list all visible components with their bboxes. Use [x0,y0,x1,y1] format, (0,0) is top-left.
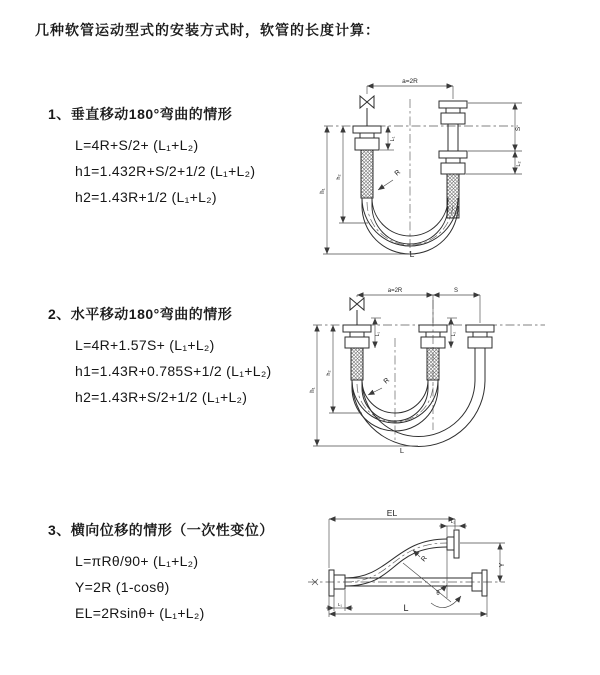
formula-line: h1=1.432R+S/2+1/2 (L₁+L₂) [75,163,256,179]
dim-end2-label: L₂ [516,161,522,167]
length-label: L [399,446,405,455]
dim-width-label: a=2R [402,78,418,85]
dim-h2-label: h₂ [336,174,342,180]
length-label: L [403,603,409,613]
angle-label: θ [436,591,440,597]
left-flange-fitting [343,325,371,380]
radius-label: R [420,554,429,564]
diagram-horizontal-180-bend [305,278,555,463]
radius-label: R [382,376,392,386]
hose-u-bends [352,380,485,447]
centerlines [308,579,505,585]
dim-end1-label: L₁ [390,136,396,142]
valve-icon [360,96,374,126]
radius-label: R [393,168,403,178]
length-label: L [409,249,415,258]
section-heading: 3、横向位移的情形（一次性变位） [48,522,274,538]
dim-span-label: EL [386,508,398,518]
formula-line: h2=1.43R+S/2+1/2 (L₁+L₂) [75,389,248,405]
dim-stroke-label: S [453,288,459,294]
dim-end2-label: L₂ [451,331,457,337]
dimensions [320,78,522,258]
diagram-vertical-180-bend [310,73,550,263]
section-heading: 2、水平移动180°弯曲的情形 [48,306,233,322]
formula-line: Y=2R (1-cosθ) [75,579,170,595]
formula-line: L=4R+S/2+ (L₁+L₂) [75,137,199,153]
displaced-hose-s-curve [345,539,447,586]
valve-icon [350,298,364,325]
section-lateral-displacement [48,520,274,626]
right-flange-fitting [439,101,467,218]
formula-line: L=4R+1.57S+ (L₁+L₂) [75,337,215,353]
dim-end1-label: L₁ [375,331,381,337]
left-flange-fitting [329,570,345,596]
dim-width-label: a=2R [387,288,403,294]
dim-h2-label: h₂ [326,370,332,376]
dim-end2-label: L₂ [450,519,456,525]
dimensions [326,508,506,617]
dim-h1-label: h₁ [310,387,316,393]
dim-h1-label: h₁ [320,188,326,194]
formula-line: EL=2Rsinθ+ (L₁+L₂) [75,605,205,621]
upper-flange-fitting [447,530,459,558]
formula-line: h1=1.43R+0.785S+1/2 (L₁+L₂) [75,363,272,379]
dim-stroke-label: S [515,126,522,132]
formula-line: h2=1.43R+1/2 (L₁+L₂) [75,189,217,205]
diagram-lateral-displacement [300,495,600,660]
right-flange-fitting [472,570,487,596]
section-vertical-movement [48,104,255,210]
section-horizontal-movement [48,304,272,410]
section-heading: 1、垂直移动180°弯曲的情形 [48,106,233,122]
page-title: 几种软管运动型式的安装方式时，软管的长度计算： [35,22,380,38]
left-flange-fitting [353,126,381,198]
centerlines [324,99,518,253]
formula-line: L=πRθ/90+ (L₁+L₂) [75,553,199,569]
dim-offset-label: Y [499,562,506,568]
middle-flange-fitting [419,325,447,380]
dim-end1-label: L₁ [337,602,343,607]
right-flange-fitting [466,325,494,380]
